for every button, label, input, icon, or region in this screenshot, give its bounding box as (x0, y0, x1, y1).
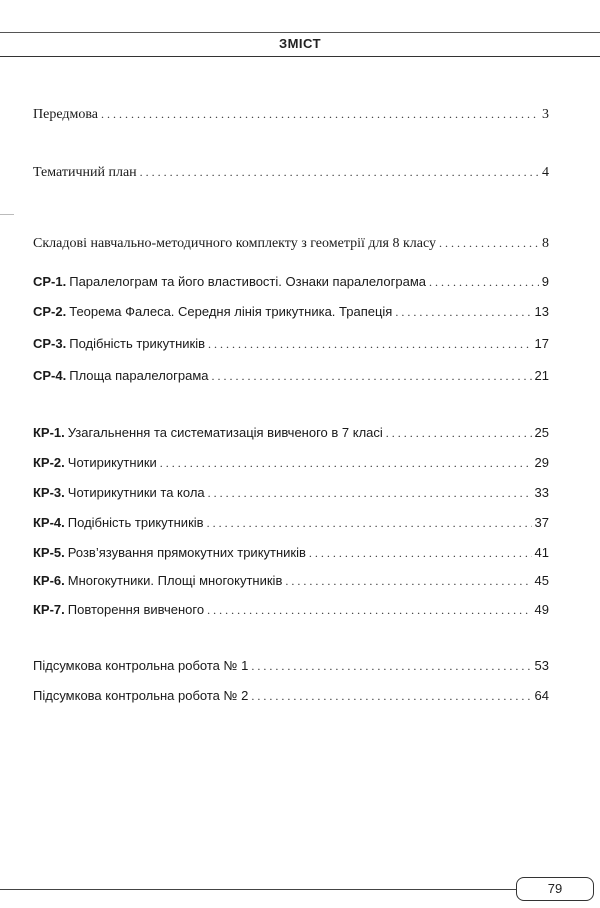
dot-leader (207, 513, 532, 533)
toc-entry-kr-3[interactable] (33, 483, 549, 503)
toc-title: Розв’язування прямокутних трикутників (67, 545, 306, 560)
toc-entry-sr-2[interactable] (33, 302, 549, 322)
toc-code: СР-4. (33, 368, 67, 383)
dot-leader (140, 162, 539, 182)
toc-page: 4 (542, 165, 549, 180)
header-rule-top (0, 32, 600, 33)
toc-code: КР-1. (33, 425, 65, 440)
dot-leader (386, 423, 532, 443)
toc-entry-final-2[interactable] (33, 686, 549, 706)
toc-entry-foreword[interactable] (33, 104, 549, 124)
toc-code: КР-3. (33, 485, 65, 500)
toc-title: Чотирикутники та кола (67, 485, 205, 500)
toc-title: Повторення вивченого (67, 602, 205, 617)
toc-entry-kr-7[interactable] (33, 600, 549, 620)
dot-leader (251, 686, 531, 706)
toc-title: Передмова (33, 107, 98, 122)
toc-title: Підсумкова контрольна робота № 1 (33, 658, 249, 673)
page-number-badge: 79 (516, 877, 594, 901)
toc-title: Чотирикутники (67, 455, 157, 470)
toc-title: Узагальнення та систематизація вивченого в 7 класі (67, 425, 383, 440)
toc-code: КР-5. (33, 545, 65, 560)
toc-page: 3 (542, 107, 549, 122)
dot-leader (101, 104, 539, 124)
dot-leader (208, 483, 532, 503)
toc-page: 8 (542, 236, 549, 251)
dot-leader (395, 302, 531, 322)
toc-page: 9 (541, 274, 549, 289)
dot-leader (285, 571, 531, 591)
toc-entry-kr-1[interactable] (33, 423, 549, 443)
toc-entry-thematic-plan[interactable] (33, 162, 549, 182)
toc-page: 13 (534, 304, 549, 319)
toc-page: 41 (534, 545, 549, 560)
toc-title: Тематичний план (33, 165, 137, 180)
toc-code: КР-6. (33, 573, 65, 588)
toc-code: КР-2. (33, 455, 65, 470)
toc-code: КР-4. (33, 515, 65, 530)
toc-code: СР-3. (33, 336, 67, 351)
dot-leader (212, 366, 532, 386)
toc-entry-sr-3[interactable] (33, 334, 549, 354)
toc-entry-final-1[interactable] (33, 656, 549, 676)
toc-page: 29 (534, 455, 549, 470)
toc-page: 17 (534, 336, 549, 351)
scan-mark (0, 214, 14, 215)
toc-page: 49 (534, 602, 549, 617)
toc-title: Теорема Фалеса. Середня лінія трикутника. Трапеція (69, 304, 393, 319)
toc-entry-kr-4[interactable] (33, 513, 549, 533)
toc-title: Складові навчально-методичного комплекту з геометрії для 8 класу (33, 236, 436, 251)
toc-page: 64 (534, 688, 549, 703)
toc-page: 21 (534, 368, 549, 383)
toc-page: 25 (534, 425, 549, 440)
dot-leader (439, 233, 539, 253)
toc-entry-components[interactable] (33, 233, 549, 253)
dot-leader (309, 543, 532, 563)
dot-leader (160, 453, 532, 473)
toc-entry-kr-6[interactable] (33, 571, 549, 591)
toc-code: СР-2. (33, 304, 67, 319)
toc-title: Многокутники. Площі многокутників (67, 573, 283, 588)
dot-leader (207, 600, 531, 620)
toc-page: 33 (534, 485, 549, 500)
toc-title: Підсумкова контрольна робота № 2 (33, 688, 249, 703)
toc-title: Подібність трикутників (69, 336, 206, 351)
page-title: ЗМІСТ (278, 36, 322, 51)
dot-leader (429, 272, 539, 292)
header-rule-bottom (0, 56, 600, 57)
toc-title: Площа паралелограма (69, 368, 209, 383)
toc-page: 37 (534, 515, 549, 530)
toc-code: КР-7. (33, 602, 65, 617)
toc-title: Паралелограм та його властивості. Ознаки паралелограма (69, 274, 426, 289)
toc-entry-kr-5[interactable] (33, 543, 549, 563)
dot-leader (251, 656, 531, 676)
toc-entry-kr-2[interactable] (33, 453, 549, 473)
toc-code: СР-1. (33, 274, 67, 289)
toc-page: 53 (534, 658, 549, 673)
footer-rule (0, 889, 516, 890)
toc-page: 45 (534, 573, 549, 588)
dot-leader (208, 334, 532, 354)
toc-entry-sr-4[interactable] (33, 366, 549, 386)
toc-title: Подібність трикутників (67, 515, 204, 530)
toc-entry-sr-1[interactable] (33, 272, 549, 292)
